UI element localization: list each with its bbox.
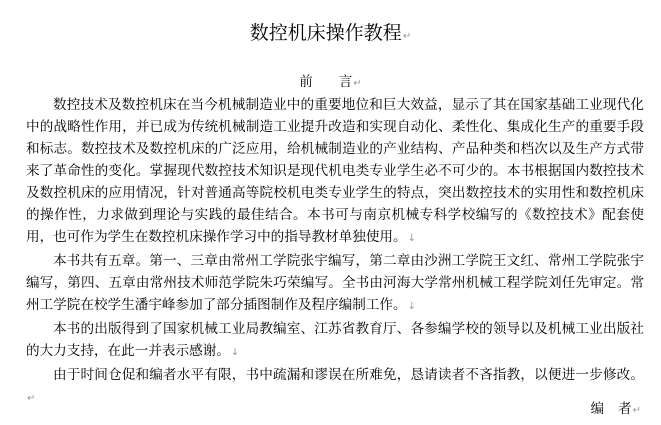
paragraph-mark-icon: ↵ xyxy=(402,31,412,42)
preface-body xyxy=(26,94,644,410)
paragraph-mark-icon: ↵ xyxy=(353,78,362,89)
paragraph-1 xyxy=(26,94,644,250)
signature-char-1: 编 xyxy=(590,401,605,417)
heading-char-2: 言 xyxy=(338,74,353,90)
title-text: 数控机床操作教程 xyxy=(249,22,402,44)
line-break-icon: ↓ xyxy=(407,301,417,312)
signature xyxy=(591,397,641,417)
paragraph-mark-icon: ↵ xyxy=(27,393,36,404)
signature-char-2: 者 xyxy=(618,401,632,417)
paragraph-text: 数控技术及数控机床在当今机械制造业中的重要地位和巨大效益，显示了其在国家基础工业现代化中的战略性作用，并已成为传统机械制造工业提升改造和实现自动化、柔性化、集成化生产的重要手段和标志。数控技术及数控机床的广泛应用，给机械制造业的产业结构、产品种类和档次以及生产方式带来了革命性的变化。掌握现代数控技术知识是现代机电类专业学生必不可少的。本书根据国内数控技术及数控机床的应用情况，针对普通高等院校机电类专业学生的特点，突出数控技术的实用性和数控机床的操作性，力求做到理论与实践的最佳结合。本书可与南京机械专科学校编写的《数控技术》配套使用，也可作为学生在数控机床操作学习中的指导教材单独使用。 xyxy=(26,97,644,245)
paragraph-4 xyxy=(26,364,644,410)
line-break-icon: ↓ xyxy=(407,233,417,244)
paragraph-text: 本书共有五章。第一、三章由常州工学院张宇编写，第二章由沙洲工学院王文红、常州工学院张宇编写，第四、五章由常州技术师范学院朱巧荣编写。全书由河海大学常州机械工程学院刘任先审定。常州工学院在校学生潘宇峰参加了部分插图制作及程序编制工作。 xyxy=(26,253,644,313)
paragraph-text: 本书的出版得到了国家机械工业局教编室、江苏省教育厅、各参编学校的领导以及机械工业出版社的大力支持，在此一并表示感谢。 xyxy=(26,321,644,359)
document-title xyxy=(0,18,661,45)
heading-char-1: 前 xyxy=(299,74,313,90)
preface-heading xyxy=(0,70,661,90)
paragraph-2 xyxy=(26,250,644,318)
paragraph-3 xyxy=(26,318,644,364)
paragraph-mark-icon: ↵ xyxy=(632,405,641,416)
line-break-icon: ↓ xyxy=(230,347,240,358)
paragraph-text: 由于时间仓促和编者水平有限，书中疏漏和谬误在所难免，恳请读者不吝指教，以便进一步修改。 xyxy=(53,367,644,383)
